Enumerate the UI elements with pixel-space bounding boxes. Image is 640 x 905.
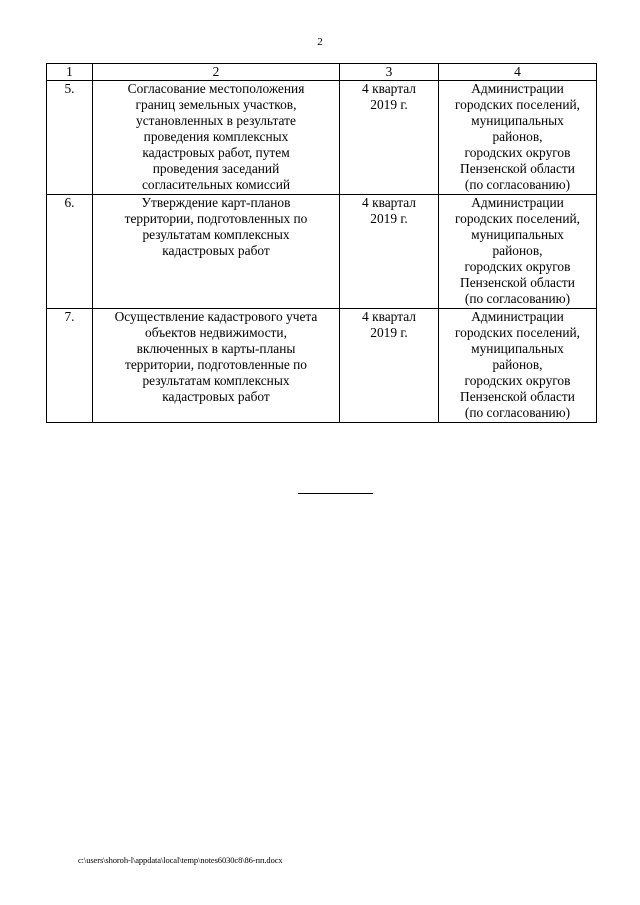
row-number: 7. [47, 309, 93, 423]
row-number: 6. [47, 195, 93, 309]
table-row [47, 195, 597, 309]
executor: Администрации городских поселений, муниципальных районов, городских округов Пензенской области (по согласованию) [439, 195, 597, 309]
executor: Администрации городских поселений, муниципальных районов, городских округов Пензенской области (по согласованию) [439, 309, 597, 423]
column-header-4: 4 [439, 64, 597, 81]
deadline: 4 квартал 2019 г. [340, 81, 439, 195]
deadline: 4 квартал 2019 г. [340, 195, 439, 309]
column-header-2: 2 [93, 64, 340, 81]
table-header-row [47, 64, 597, 81]
table-row [47, 309, 597, 423]
executor: Администрации городских поселений, муниципальных районов, городских округов Пензенской области (по согласованию) [439, 81, 597, 195]
file-path-footer: c:\users\shoroh-l\appdata\local\temp\notes6030c8\86-пп.docx [78, 855, 283, 865]
column-header-1: 1 [47, 64, 93, 81]
plan-table [46, 63, 597, 423]
task-description: Согласование местоположения границ земельных участков, установленных в результате проведения комплексных кадастровых работ, путем проведения заседаний согласительных комиссий [93, 81, 340, 195]
page-number: 2 [317, 36, 323, 48]
table-row [47, 81, 597, 195]
deadline: 4 квартал 2019 г. [340, 309, 439, 423]
end-of-document-rule [298, 493, 373, 494]
task-description: Утверждение карт-планов территории, подготовленных по результатам комплексных кадастровых работ [93, 195, 340, 309]
column-header-3: 3 [340, 64, 439, 81]
task-description: Осуществление кадастрового учета объектов недвижимости, включенных в карты-планы территории, подготовленные по результатам комплексных кадастровых работ [93, 309, 340, 423]
row-number: 5. [47, 81, 93, 195]
